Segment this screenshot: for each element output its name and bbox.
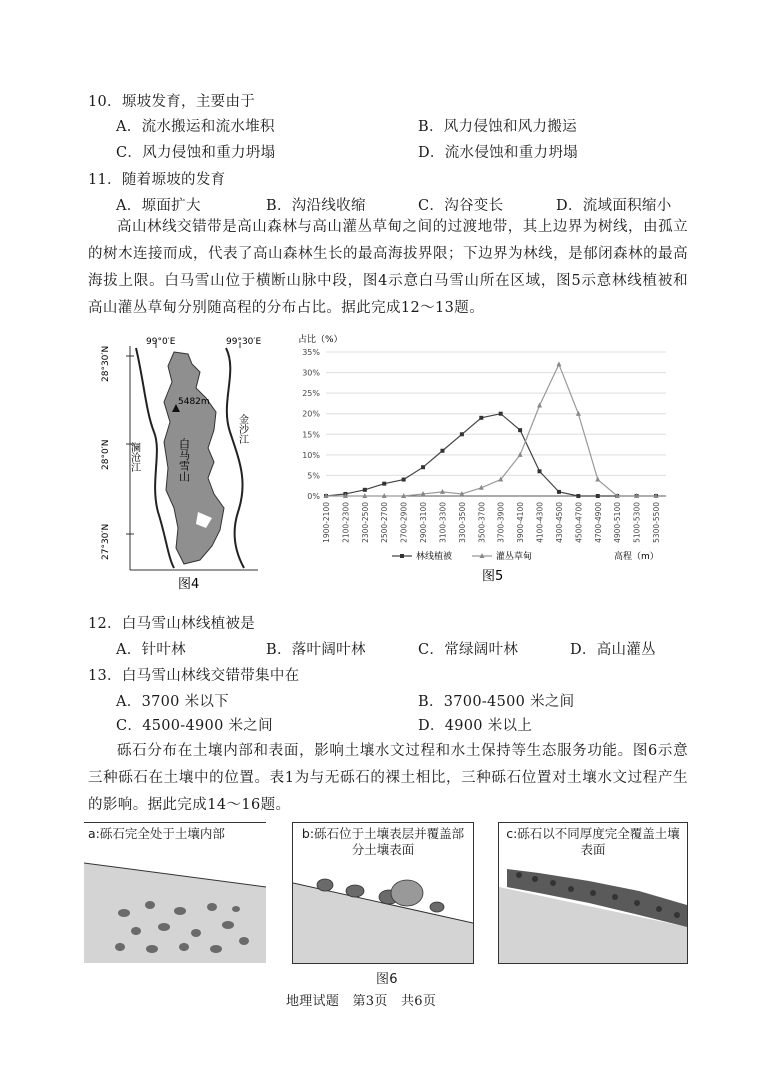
y-tick-label: 10% bbox=[302, 450, 320, 460]
y-tick-label: 15% bbox=[302, 430, 320, 440]
data-point bbox=[460, 432, 464, 436]
series-line bbox=[326, 364, 656, 496]
data-point bbox=[556, 361, 561, 366]
figure-6-panel-c bbox=[498, 822, 688, 964]
mountain-label: 白马雪山 bbox=[177, 438, 191, 482]
x-tick-label: 3500-3700 bbox=[477, 502, 487, 543]
x-tick-label: 2900-3100 bbox=[419, 502, 429, 543]
data-point bbox=[596, 494, 600, 498]
x-tick-label: 3700-3900 bbox=[496, 502, 506, 543]
x-tick-label: 3900-4100 bbox=[516, 502, 526, 543]
lon-label-2: 99°30′E bbox=[226, 337, 262, 347]
x-tick-label: 4300-4500 bbox=[554, 502, 564, 543]
legend-label-1: 林线植被 bbox=[416, 552, 453, 562]
data-point bbox=[402, 478, 406, 482]
y-axis-label: 占比（%） bbox=[298, 335, 343, 345]
x-axis-label: 高程（m） bbox=[614, 552, 659, 562]
q10-stem: 10．塬坡发育，主要由于 bbox=[88, 94, 256, 110]
figure-6-caption: 图6 bbox=[376, 972, 398, 987]
x-tick-label: 4900-5100 bbox=[613, 502, 623, 543]
figure-4-map bbox=[88, 332, 268, 594]
q11-option-d: D．流域面积缩小 bbox=[556, 198, 672, 214]
panel-a-diagram bbox=[84, 823, 266, 963]
panel-a-title: a:砾石完全处于土壤内部 bbox=[88, 826, 225, 841]
q10-option-b: B．风力侵蚀和风力搬运 bbox=[418, 119, 577, 135]
q10-option-d: D．流水侵蚀和重力坍塌 bbox=[418, 145, 578, 161]
q12-option-c: C．常绿阔叶林 bbox=[418, 642, 519, 658]
jinsha-river bbox=[226, 348, 244, 568]
x-tick-label: 5300-5500 bbox=[652, 502, 661, 543]
page-footer: 地理试题 第3页 共6页 bbox=[286, 994, 437, 1009]
data-point bbox=[576, 494, 580, 498]
data-point bbox=[557, 490, 561, 494]
data-point bbox=[421, 465, 425, 469]
lon-label-1: 99°0′E bbox=[146, 337, 176, 347]
q11-option-a: A．塬面扩大 bbox=[116, 198, 201, 214]
data-point bbox=[363, 488, 367, 492]
q11-option-b: B．沟沿线收缩 bbox=[266, 198, 366, 214]
q13-option-b: B．3700-4500 米之间 bbox=[418, 694, 575, 710]
x-tick-label: 4500-4700 bbox=[574, 502, 584, 543]
q13-stem: 13．白马雪山林线交错带集中在 bbox=[88, 668, 300, 684]
lat-label-1: 28°30′N bbox=[101, 345, 111, 382]
q12-option-a: A．针叶林 bbox=[116, 642, 186, 658]
jinsha-river-label: 金沙江 bbox=[236, 414, 248, 444]
y-tick-label: 25% bbox=[302, 389, 320, 399]
q12-option-d: D．高山灌丛 bbox=[570, 642, 656, 658]
passage-gravel: 砾石分布在土壤内部和表面，影响土壤水文过程和水土保持等生态服务功能。图6示意三种砾石在土壤中的位置。表1为与无砾石的裸土相比，三种砾石位置对土壤水文过程产生的影响。据此完成14～16题。 bbox=[88, 743, 688, 813]
q12-option-b: B．落叶阔叶林 bbox=[266, 642, 366, 658]
figure-5-chart bbox=[296, 330, 696, 592]
x-tick-label: 2100-2300 bbox=[341, 502, 351, 543]
x-tick-label: 2700-2900 bbox=[399, 502, 409, 543]
q12-stem: 12．白马雪山林线植被是 bbox=[88, 616, 256, 632]
data-point bbox=[479, 416, 483, 420]
data-point bbox=[382, 482, 386, 486]
lat-label-2: 28°0′N bbox=[101, 439, 111, 470]
legend-marker-1 bbox=[400, 554, 404, 558]
x-tick-label: 5100-5300 bbox=[632, 502, 642, 543]
x-tick-label: 4700-4900 bbox=[593, 502, 603, 543]
data-point bbox=[595, 477, 600, 482]
x-tick-label: 2300-2500 bbox=[360, 502, 370, 543]
figure-6-panel-a bbox=[84, 822, 266, 963]
lat-label-3: 27°30′N bbox=[101, 523, 111, 560]
data-point bbox=[499, 412, 503, 416]
passage-treeline: 高山林线交错带是高山森林与高山灌丛草甸之间的过渡地带，其上边界为树线，由孤立的树木连接而成，代表了高山森林生长的最高海拔界限；下边界为林线，是郁闭森林的最高海拔上限。白马雪山位于横断山脉中段，图4示意白马雪山所在区域，图5示意林线植被和高山灌丛草甸分别随高程的分布占比。据此完成12～13题。 bbox=[88, 219, 688, 316]
panel-b-title: b:砾石位于土壤表层并覆盖部分土壤表面 bbox=[301, 826, 465, 857]
q11-option-c: C．沟谷变长 bbox=[418, 198, 504, 214]
q13-option-c: C．4500-4900 米之间 bbox=[116, 718, 273, 734]
x-tick-label: 2500-2700 bbox=[380, 502, 390, 543]
y-tick-label: 0% bbox=[307, 492, 320, 501]
panel-c-title: c:砾石以不同厚度完全覆盖土壤表面 bbox=[506, 826, 680, 857]
y-tick-label: 35% bbox=[302, 348, 320, 357]
y-tick-label: 20% bbox=[302, 409, 320, 419]
q13-option-d: D．4900 米以上 bbox=[418, 718, 533, 734]
x-tick-label: 3300-3500 bbox=[457, 502, 467, 543]
y-tick-label: 30% bbox=[302, 368, 320, 378]
figure-6-panel-b bbox=[292, 822, 474, 964]
lancang-river-label: 澜沧江 bbox=[128, 442, 140, 472]
q10-option-a: A．流水搬运和流水堆积 bbox=[116, 119, 275, 135]
x-tick-label: 1900-2100 bbox=[322, 502, 331, 543]
data-point bbox=[518, 428, 522, 432]
q11-stem: 11．随着塬坡的发育 bbox=[88, 172, 226, 188]
figure-5-caption: 图5 bbox=[482, 569, 504, 584]
x-tick-label: 4100-4300 bbox=[535, 502, 545, 543]
x-tick-label: 3100-3300 bbox=[438, 502, 448, 543]
figure-4-caption: 图4 bbox=[178, 577, 200, 592]
baima-snow-mountain-region bbox=[164, 352, 224, 564]
y-tick-label: 5% bbox=[307, 471, 320, 481]
legend-label-2: 灌丛草甸 bbox=[496, 552, 533, 562]
data-point bbox=[440, 489, 445, 494]
data-point bbox=[440, 449, 444, 453]
data-point bbox=[537, 402, 542, 407]
q10-option-c: C．风力侵蚀和重力坍塌 bbox=[116, 145, 276, 161]
peak-elevation: 5482m bbox=[178, 397, 210, 407]
q13-option-a: A．3700 米以下 bbox=[116, 694, 229, 710]
data-point bbox=[538, 469, 542, 473]
